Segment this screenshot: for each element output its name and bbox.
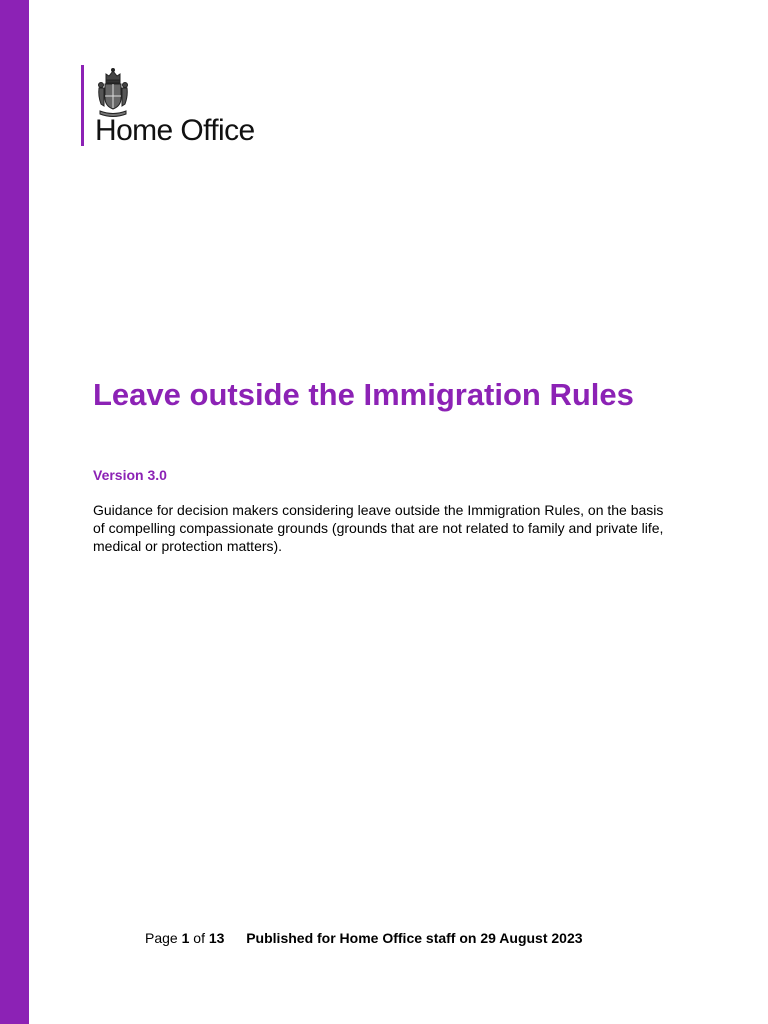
document-intro: Guidance for decision makers considering leave outside the Immigration Rules, on the basis of compelling compassionate grounds (grounds that are not related to family and private life, medical or protection matters). [93, 502, 664, 554]
document-title: Leave outside the Immigration Rules [93, 377, 634, 412]
royal-coat-of-arms-icon [96, 66, 130, 118]
document-version: Version 3.0 [93, 467, 167, 483]
page-current: 1 [181, 930, 190, 946]
logo-divider [81, 65, 84, 146]
page-footer [145, 930, 583, 946]
page-of-label: of [193, 930, 205, 946]
page-total: 13 [208, 930, 225, 946]
organisation-name: Home Office [95, 114, 255, 147]
published-note: Published for Home Office staff on 29 August 2023 [246, 930, 583, 946]
left-accent-bar [0, 0, 29, 1024]
page-label: Page [145, 930, 178, 946]
